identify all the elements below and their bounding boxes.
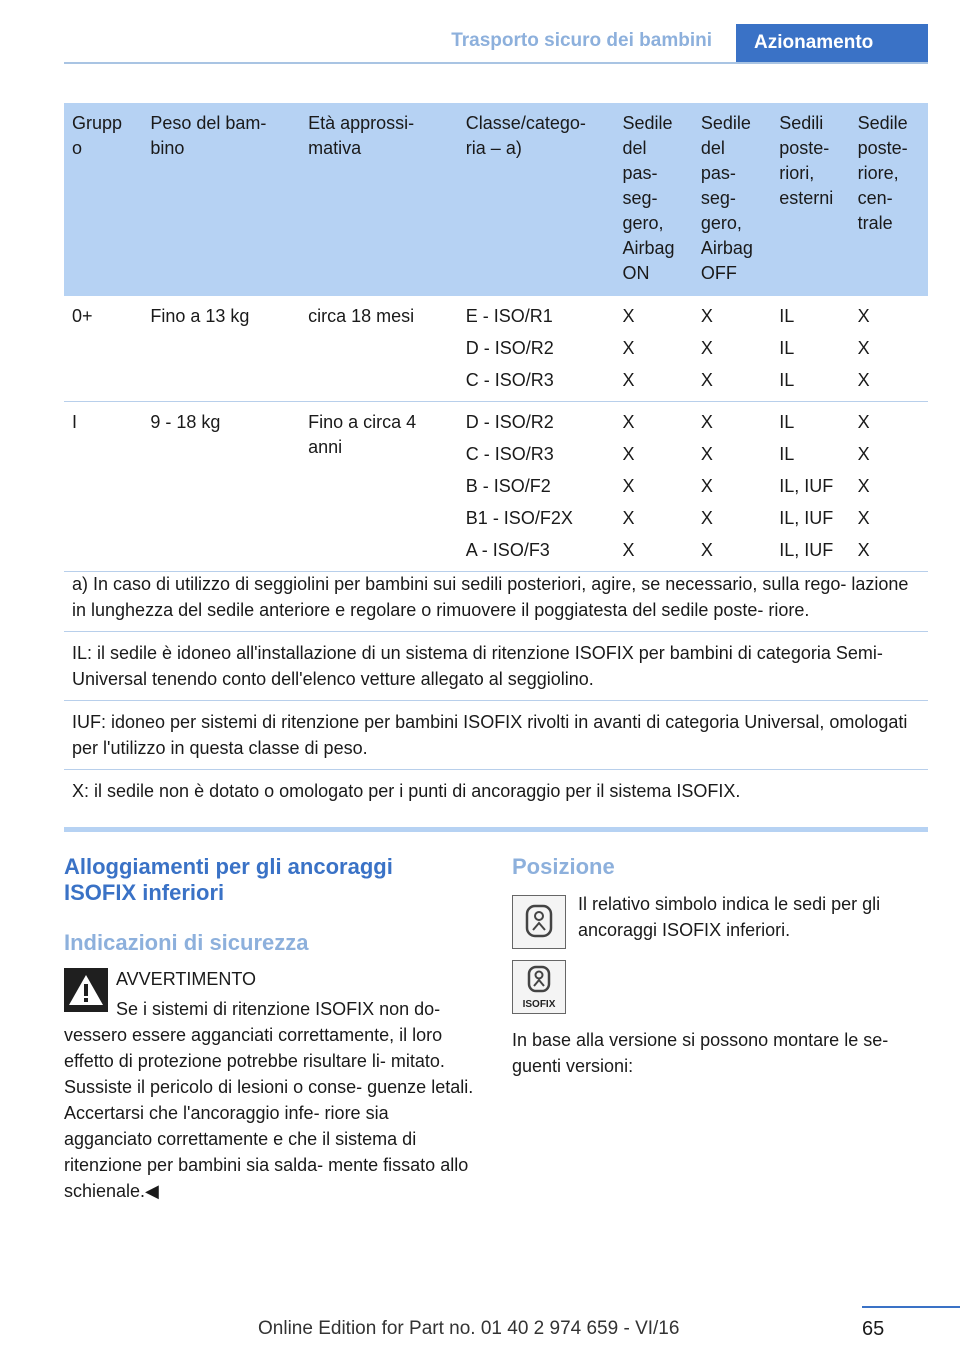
cell-rear-outer-value: IL (779, 370, 795, 390)
cell-airbag-on-value: X (622, 412, 635, 432)
isofix-table (64, 103, 928, 572)
cell-rear-outer-value: IL, IUF (779, 540, 834, 560)
warning-title: AVVERTIMENTO (116, 969, 257, 989)
cell-rear-outer-value: IL (779, 306, 795, 326)
cell-weight: Fino a 13 kg (142, 296, 300, 402)
table-notes (64, 563, 928, 812)
cell-group: I (64, 402, 142, 572)
cell-class-value: E - ISO/R1 (465, 306, 553, 326)
cell-class-value: B - ISO/F2 (465, 476, 551, 496)
cell-rear-outer (771, 296, 849, 402)
table-row (64, 296, 928, 402)
cell-airbag-on-value: X (622, 444, 635, 464)
cell-rear-center-value: X (857, 444, 870, 464)
cell-rear-center-value: X (857, 338, 870, 358)
cell-airbag-on (615, 296, 693, 402)
page-number: 65 (862, 1318, 885, 1340)
cell-class-value: A - ISO/F3 (465, 540, 550, 560)
cell-class-value: D - ISO/R2 (465, 338, 554, 358)
cell-age: circa 18 mesi (300, 296, 458, 402)
cell-rear-center-value: X (857, 508, 870, 528)
header-class: Classe/catego- ria – a) (458, 103, 615, 296)
cell-rear-outer (771, 402, 849, 572)
cell-airbag-on (615, 402, 693, 572)
table-row (64, 402, 928, 572)
header-airbag-off: Sedile del pas- seg- gero, Airbag OFF (693, 103, 771, 296)
header-age: Età approssi- mativa (300, 103, 458, 296)
cell-weight: 9 - 18 kg (142, 402, 300, 572)
position-heading: Posizione (512, 854, 615, 879)
header-rear-outer: Sedili poste- riori, esterni (771, 103, 849, 296)
header-airbag-on: Sedile del pas- seg- gero, Airbag ON (615, 103, 693, 296)
section-title: Trasporto sicuro dei bambini (451, 30, 712, 51)
cell-rear-center-value: X (857, 476, 870, 496)
cell-airbag-on-value: X (622, 540, 635, 560)
cell-airbag-off-value: X (700, 370, 713, 390)
note-il: IL: il sedile è idoneo all'installazione di un sistema di ritenzione ISOFIX per bambini di categoria Semi-Universal tenendo conto dell'elenco vetture allegato al seggiolino. (64, 632, 928, 701)
cell-airbag-on-value: X (622, 370, 635, 390)
isofix-symbol-icon (512, 960, 566, 1014)
cell-airbag-off-value: X (700, 412, 713, 432)
cell-class (458, 402, 615, 572)
cell-rear-center (850, 296, 928, 402)
cell-airbag-on-value: X (622, 338, 635, 358)
cell-group: 0+ (64, 296, 142, 402)
cell-rear-center-value: X (857, 412, 870, 432)
cell-airbag-off (693, 402, 771, 572)
cell-airbag-off-value: X (700, 306, 713, 326)
isofix-symbol-label: ISOFIX (522, 999, 556, 1010)
version-text: In base alla versione si possono montare le se- guenti versioni: (512, 1030, 889, 1076)
cell-rear-outer-value: IL (779, 444, 795, 464)
header-weight: Peso del bam- bino (142, 103, 300, 296)
cell-airbag-off-value: X (700, 338, 713, 358)
table-header-row (64, 103, 928, 296)
footer-rule (862, 1306, 960, 1308)
safety-subheading: Indicazioni di sicurezza (64, 930, 309, 955)
symbol-description: Il relativo simbolo indica le sedi per gli ancoraggi ISOFIX inferiori. (578, 894, 881, 940)
cell-airbag-off-value: X (700, 540, 713, 560)
cell-rear-outer-value: IL (779, 412, 795, 432)
edition-line: Online Edition for Part no. 01 40 2 974 659 - VI/16 (258, 1318, 680, 1339)
cell-class-value: B1 - ISO/F2X (465, 508, 573, 528)
cell-rear-outer-value: IL, IUF (779, 476, 834, 496)
cell-airbag-on-value: X (622, 306, 635, 326)
note-a: a) In caso di utilizzo di seggiolini per bambini sui sedili posteriori, agire, se necessario, sulla rego- lazione in lunghezza del sedile anteriore e regolare o rimuovere il poggiatesta del sedile poste- riore. (64, 563, 928, 632)
cell-rear-center-value: X (857, 540, 870, 560)
cell-age: Fino a circa 4 anni (300, 402, 458, 572)
cell-airbag-off-value: X (700, 508, 713, 528)
cell-rear-center-value: X (857, 306, 870, 326)
cell-rear-outer-value: IL, IUF (779, 508, 834, 528)
cell-airbag-off-value: X (700, 444, 713, 464)
cell-airbag-on-value: X (622, 476, 635, 496)
header-rear-center: Sedile poste- riore, cen- trale (850, 103, 928, 296)
cell-rear-center-value: X (857, 370, 870, 390)
note-x: X: il sedile non è dotato o omologato per i punti di ancoraggio per il sistema ISOFIX. (72, 781, 741, 801)
table-end-rule (64, 827, 928, 832)
cell-class-value: D - ISO/R2 (465, 412, 554, 432)
cell-airbag-on-value: X (622, 508, 635, 528)
warning-text: Se i sistemi di ritenzione ISOFIX non do- vessero essere agganciati correttamente, il loro effetto di protezione potrebbe risultare li- mitato. Sussiste il pericolo di lesioni o conse- guenze letali. Accertarsi che l'ancoraggio infe- riore sia agganciato correttamente e che il sistema di ritenzione per bambini sia salda- mente fissato allo schienale.◀ (64, 999, 474, 1201)
cell-rear-outer-value: IL (779, 338, 795, 358)
cell-class-value: C - ISO/R3 (465, 370, 554, 390)
table-body (64, 296, 928, 572)
note-iuf: IUF: idoneo per sistemi di ritenzione per bambini ISOFIX rivolti in avanti di categoria Universal, omologati per l'utilizzo in questa classe di peso. (64, 701, 928, 770)
page-header (64, 24, 928, 64)
section-heading-isofix: Alloggiamenti per gli ancoraggi ISOFIX inferiori (64, 854, 393, 905)
header-group: Grupp o (64, 103, 142, 296)
cell-airbag-off (693, 296, 771, 402)
cell-class (458, 296, 615, 402)
cell-class-value: C - ISO/R3 (465, 444, 554, 464)
cell-airbag-off-value: X (700, 476, 713, 496)
cell-rear-center (850, 402, 928, 572)
child-seat-anchor-icon (512, 895, 566, 949)
chapter-tab: Azionamento (736, 24, 928, 62)
